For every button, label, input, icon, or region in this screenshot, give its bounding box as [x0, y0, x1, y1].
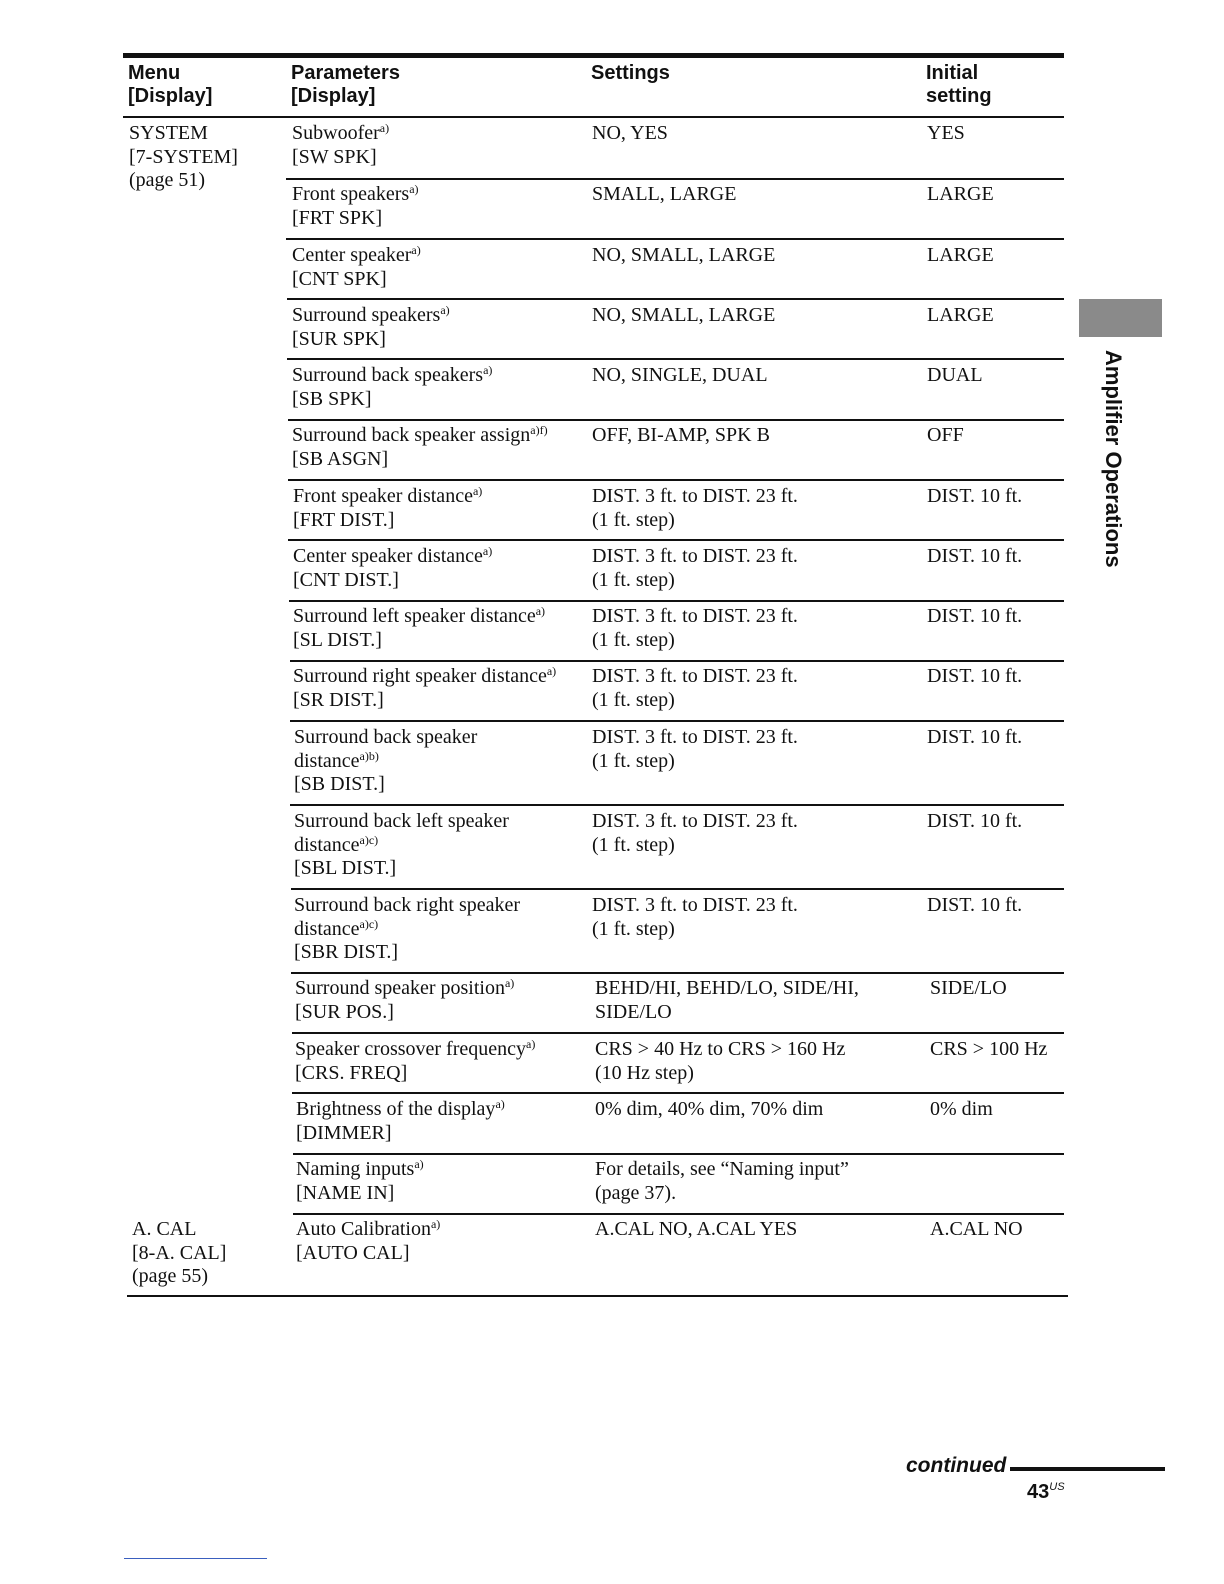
menu-line: (page 55) [132, 1265, 209, 1287]
row-rule [288, 419, 1064, 421]
initial-setting: YES [927, 122, 965, 144]
header-parameters-display: [Display] [291, 85, 376, 107]
footnote-marker: a)f) [530, 423, 548, 437]
setting-line: (1 ft. step) [592, 508, 675, 531]
footnote-marker: a) [411, 243, 421, 257]
row-rule [291, 972, 1064, 974]
header-initial [926, 62, 992, 108]
setting-line: DIST. 3 ft. to DIST. 23 ft. [592, 485, 798, 507]
row-rule [288, 479, 1064, 481]
footnote-marker: a) [535, 604, 546, 618]
parameter-line [293, 509, 394, 532]
parameter-text: distance [294, 749, 360, 772]
parameter-line [292, 146, 377, 169]
menu-line: SYSTEM [129, 122, 208, 144]
menu-line: [7-SYSTEM] [129, 145, 238, 168]
row-rule [293, 1153, 1064, 1155]
parameter-text: Surround back right speaker [294, 894, 521, 916]
initial-setting: LARGE [927, 244, 994, 266]
parameter-line [292, 122, 389, 145]
parameter-text: Front speakers [292, 183, 410, 205]
row-rule [287, 298, 1064, 300]
parameter-text: [SB SPK] [292, 387, 372, 410]
parameter-text: [SW SPK] [292, 145, 377, 168]
footnote-marker: a) [440, 303, 450, 317]
footnote-marker: a) [472, 484, 483, 498]
initial-setting: LARGE [927, 304, 994, 326]
initial-setting: DUAL [927, 364, 983, 386]
parameter-line [296, 1218, 440, 1241]
setting-line: (1 ft. step) [592, 833, 675, 856]
setting-line: NO, YES [592, 122, 668, 144]
setting-line: DIST. 3 ft. to DIST. 23 ft. [592, 726, 798, 748]
parameter-line [293, 629, 382, 652]
row-rule [286, 238, 1064, 240]
setting-line: DIST. 3 ft. to DIST. 23 ft. [592, 665, 798, 687]
initial-setting: DIST. 10 ft. [927, 485, 1023, 507]
initial-setting: DIST. 10 ft. [927, 545, 1023, 567]
parameter-text: [SB ASGN] [292, 447, 389, 470]
menu-line: [8-A. CAL] [132, 1241, 227, 1264]
row-rule [286, 178, 1064, 180]
menu-line: (page 51) [129, 169, 206, 191]
row-rule [292, 1032, 1064, 1034]
initial-setting: OFF [927, 424, 964, 446]
table-top-rule [123, 53, 1064, 58]
row-rule [290, 720, 1064, 722]
menu-line: A. CAL [132, 1218, 197, 1240]
parameter-text: [DIMMER] [296, 1121, 392, 1144]
parameter-line [294, 810, 509, 833]
parameter-line [293, 485, 482, 508]
setting-line: OFF, BI-AMP, SPK B [592, 424, 770, 446]
parameter-text: Surround back left speaker [294, 810, 509, 832]
initial-setting: DIST. 10 ft. [927, 810, 1023, 832]
setting-line: 0% dim, 40% dim, 70% dim [595, 1098, 824, 1120]
parameter-line [293, 605, 545, 628]
setting-line: CRS > 40 Hz to CRS > 160 Hz [595, 1038, 846, 1060]
parameter-line [294, 750, 379, 773]
parameter-line [292, 207, 382, 230]
footnote-marker: a)b) [359, 748, 379, 763]
parameter-text: distance [294, 833, 360, 856]
header-parameters [291, 62, 400, 108]
initial-setting: DIST. 10 ft. [927, 665, 1023, 687]
parameter-line [293, 545, 492, 568]
setting-line: SMALL, LARGE [592, 183, 737, 205]
setting-line: (1 ft. step) [592, 568, 675, 591]
parameter-line [292, 364, 492, 387]
continued-bar [1010, 1467, 1165, 1471]
parameter-line [296, 1158, 424, 1181]
parameter-text: [FRT DIST.] [293, 508, 395, 531]
footnote-marker: a) [495, 1097, 505, 1111]
parameter-text: Surround left speaker distance [293, 605, 536, 627]
setting-line: (page 37). [595, 1181, 677, 1204]
page-number [1027, 1481, 1065, 1504]
parameter-line [294, 894, 520, 917]
parameter-text: distance [294, 917, 360, 940]
header-menu-title: Menu [128, 62, 181, 84]
parameter-line [294, 773, 385, 796]
setting-line: BEHD/HI, BEHD/LO, SIDE/HI, [595, 977, 859, 999]
footnote-marker: a)c) [359, 916, 379, 931]
parameter-line [295, 977, 514, 1000]
parameter-line [292, 244, 421, 267]
initial-setting: SIDE/LO [930, 977, 1007, 999]
initial-setting: A.CAL NO [930, 1218, 1023, 1240]
parameter-line [292, 448, 388, 471]
setting-line: (1 ft. step) [592, 749, 675, 772]
parameter-line [292, 424, 548, 447]
setting-line: NO, SINGLE, DUAL [592, 364, 768, 386]
initial-setting: DIST. 10 ft. [927, 894, 1023, 916]
side-tab-marker [1079, 299, 1162, 337]
parameter-text: Auto Calibration [296, 1218, 431, 1240]
initial-setting: CRS > 100 Hz [930, 1038, 1048, 1060]
parameter-line [294, 834, 378, 857]
row-rule [292, 1092, 1064, 1094]
footnote-marker: a) [414, 1157, 424, 1171]
parameter-text: [SUR POS.] [295, 1000, 394, 1023]
parameter-line [294, 726, 477, 749]
parameter-line [296, 1122, 392, 1145]
header-initial-setting: setting [926, 85, 992, 107]
header-initial-title: Initial [926, 62, 979, 84]
parameter-text: Surround back speakers [292, 364, 484, 386]
parameter-text: [NAME IN] [296, 1181, 395, 1204]
header-menu-display: [Display] [128, 85, 213, 107]
parameter-text: Center speaker distance [293, 545, 483, 567]
setting-line: DIST. 3 ft. to DIST. 23 ft. [592, 545, 798, 567]
parameter-text: Surround back speaker [294, 726, 478, 748]
footnote-marker: a) [483, 363, 493, 377]
parameter-line [293, 665, 556, 688]
parameter-line [294, 941, 398, 964]
parameter-text: [CNT DIST.] [293, 568, 399, 591]
parameter-line [292, 268, 387, 291]
parameter-text: [AUTO CAL] [296, 1241, 410, 1264]
setting-line: (1 ft. step) [592, 917, 675, 940]
parameter-text: Surround right speaker distance [293, 665, 547, 687]
parameter-text: [SL DIST.] [293, 628, 382, 651]
parameter-text: Surround speakers [292, 304, 441, 326]
parameter-line [293, 689, 384, 712]
row-rule [288, 539, 1064, 541]
parameter-text: [FRT SPK] [292, 206, 383, 229]
initial-setting: DIST. 10 ft. [927, 726, 1023, 748]
footer-rule [124, 1558, 267, 1559]
parameter-text: [SUR SPK] [292, 327, 386, 350]
setting-line: NO, SMALL, LARGE [592, 244, 776, 266]
setting-line: For details, see “Naming input” [595, 1158, 849, 1180]
setting-line: DIST. 3 ft. to DIST. 23 ft. [592, 894, 798, 916]
parameter-text: [CRS. FREQ] [295, 1061, 408, 1084]
setting-line: NO, SMALL, LARGE [592, 304, 776, 326]
footnote-marker: a) [482, 544, 493, 558]
footnote-marker: a) [430, 1217, 441, 1231]
parameter-text: [CNT SPK] [292, 267, 387, 290]
parameter-text: [SR DIST.] [293, 688, 384, 711]
parameter-line [293, 569, 399, 592]
setting-line: SIDE/LO [595, 1000, 672, 1023]
row-rule [293, 1213, 1064, 1215]
row-rule [291, 888, 1064, 890]
initial-setting: DIST. 10 ft. [927, 605, 1023, 627]
parameter-line [292, 304, 450, 327]
setting-line: (10 Hz step) [595, 1061, 694, 1084]
continued-label: continued [906, 1454, 1007, 1477]
parameter-line [295, 1038, 535, 1061]
parameter-text: Front speaker distance [293, 485, 473, 507]
setting-line: (1 ft. step) [592, 628, 675, 651]
parameter-line [295, 1001, 394, 1024]
header-settings [591, 62, 670, 85]
initial-setting: 0% dim [930, 1098, 993, 1120]
parameter-text: Naming inputs [296, 1158, 415, 1180]
parameter-line [294, 857, 396, 880]
header-menu [128, 62, 212, 108]
page-number-value: 43 [1027, 1481, 1050, 1503]
row-rule [290, 660, 1064, 662]
parameter-text: Center speaker [292, 244, 412, 266]
header-parameters-title: Parameters [291, 62, 400, 84]
parameter-line [296, 1098, 505, 1121]
table-bottom-rule [127, 1295, 1068, 1297]
setting-line: DIST. 3 ft. to DIST. 23 ft. [592, 810, 798, 832]
row-rule [289, 600, 1064, 602]
parameter-line [296, 1182, 394, 1205]
setting-line: (1 ft. step) [592, 688, 675, 711]
footnote-marker: a) [379, 121, 390, 135]
parameter-text: [SBR DIST.] [294, 941, 399, 963]
parameter-text: Speaker crossover frequency [295, 1038, 527, 1060]
footnote-marker: a) [504, 976, 515, 990]
footnote-marker: a) [409, 182, 419, 196]
initial-setting: LARGE [927, 183, 994, 205]
row-rule [287, 358, 1064, 360]
parameter-line [294, 918, 378, 941]
setting-line: A.CAL NO, A.CAL YES [595, 1218, 798, 1240]
parameter-text: Brightness of the display [296, 1098, 496, 1120]
setting-line: DIST. 3 ft. to DIST. 23 ft. [592, 605, 798, 627]
parameter-line [292, 388, 371, 411]
side-tab-label: Amplifier Operations [1101, 350, 1126, 568]
parameter-text: Surround back speaker assign [292, 424, 531, 446]
parameter-text: Surround speaker position [295, 977, 505, 999]
footnote-marker: a) [546, 664, 557, 678]
parameter-line [292, 183, 419, 206]
parameter-line [295, 1062, 407, 1085]
parameter-text: [SB DIST.] [294, 773, 385, 795]
parameter-text: [SBL DIST.] [294, 857, 397, 879]
footnote-marker: a) [526, 1037, 536, 1051]
row-rule [290, 804, 1064, 806]
parameter-line [296, 1242, 410, 1265]
parameter-line [292, 328, 386, 351]
header-settings-title: Settings [591, 62, 670, 84]
header-rule [123, 116, 1064, 118]
page-number-suffix: US [1049, 1481, 1065, 1493]
footnote-marker: a)c) [359, 832, 379, 847]
parameter-text: Subwoofer [292, 122, 380, 144]
